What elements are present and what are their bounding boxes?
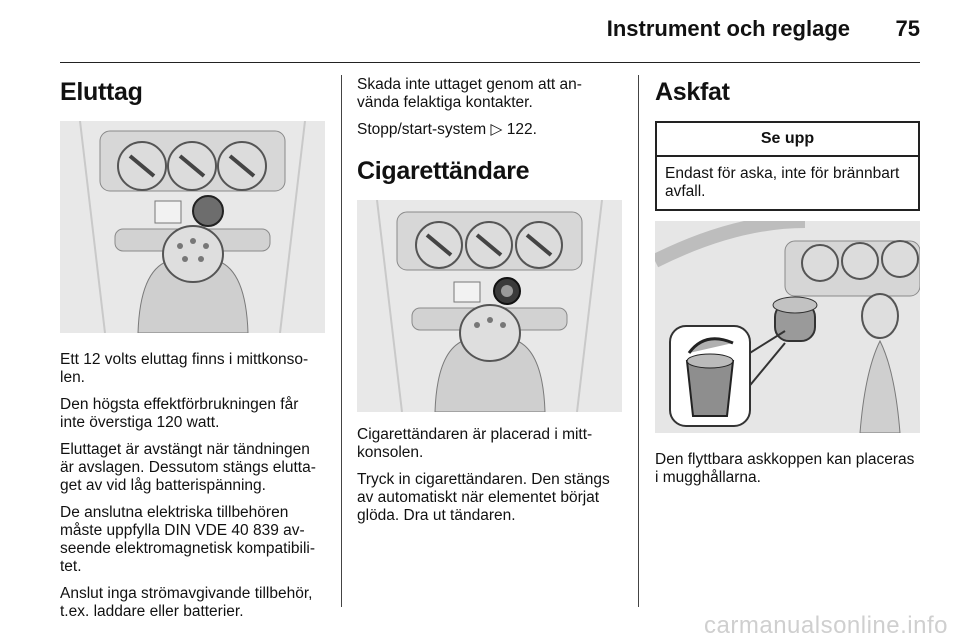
paragraph: Skada inte uttaget genom att an-vända felaktiga kontakter.: [357, 76, 582, 111]
column-eluttag: [60, 72, 325, 630]
paragraph: Den högsta effektförbrukningen får inte överstiga 120 watt.: [60, 396, 299, 431]
stopstart-text: Stopp/start-system: [357, 121, 487, 138]
figure-power-outlet: [60, 121, 325, 333]
column-divider-1: [341, 75, 342, 607]
paragraph: Eluttaget är avstängt när tändningen är avslagen. Dessutom stängs elutta-get av vid låg batterispänning.: [60, 441, 316, 494]
header-title: Instrument och reglage: [606, 16, 850, 41]
paragraph: De anslutna elektriska tillbehören måste uppfylla DIN VDE 40 839 av-seende elektromagnetisk kompatibili-tet.: [60, 504, 316, 575]
section-heading-askfat: Askfat: [655, 78, 730, 106]
warning-text: Endast för aska, inte för brännbart avfall.: [665, 165, 900, 200]
section-heading-eluttag: Eluttag: [60, 78, 143, 106]
figure-cigarette-lighter: [357, 200, 622, 412]
figure-ashtray: [655, 221, 920, 433]
warning-box: [655, 121, 920, 211]
warning-title: Se upp: [657, 123, 918, 157]
paragraph: Cigarettändaren är placerad i mitt-konsolen.: [357, 426, 593, 461]
stopstart-reference: [357, 121, 622, 139]
page-number: 75: [895, 16, 920, 41]
paragraph: Den flyttbara askkoppen kan placeras i mugghållarna.: [655, 451, 915, 486]
page-ref-icon: ▷: [490, 121, 503, 138]
header-rule: [60, 62, 920, 63]
column-askfat: [655, 72, 920, 496]
stopstart-page-ref: 122.: [506, 121, 537, 138]
paragraph: Anslut inga strömavgivande tillbehör, t.ex. laddare eller batterier.: [60, 585, 313, 620]
watermark: carmanualsonline.info: [704, 612, 948, 639]
column-cigarettandare: [357, 72, 622, 534]
column-divider-2: [638, 75, 639, 607]
section-heading-cigarettandare: Cigarettändare: [357, 157, 530, 185]
paragraph: Ett 12 volts eluttag finns i mittkonso-len.: [60, 351, 309, 386]
paragraph: Tryck in cigarettändaren. Den stängs av automatiskt när elementet börjat glöda. Dra ut tändaren.: [357, 471, 610, 524]
